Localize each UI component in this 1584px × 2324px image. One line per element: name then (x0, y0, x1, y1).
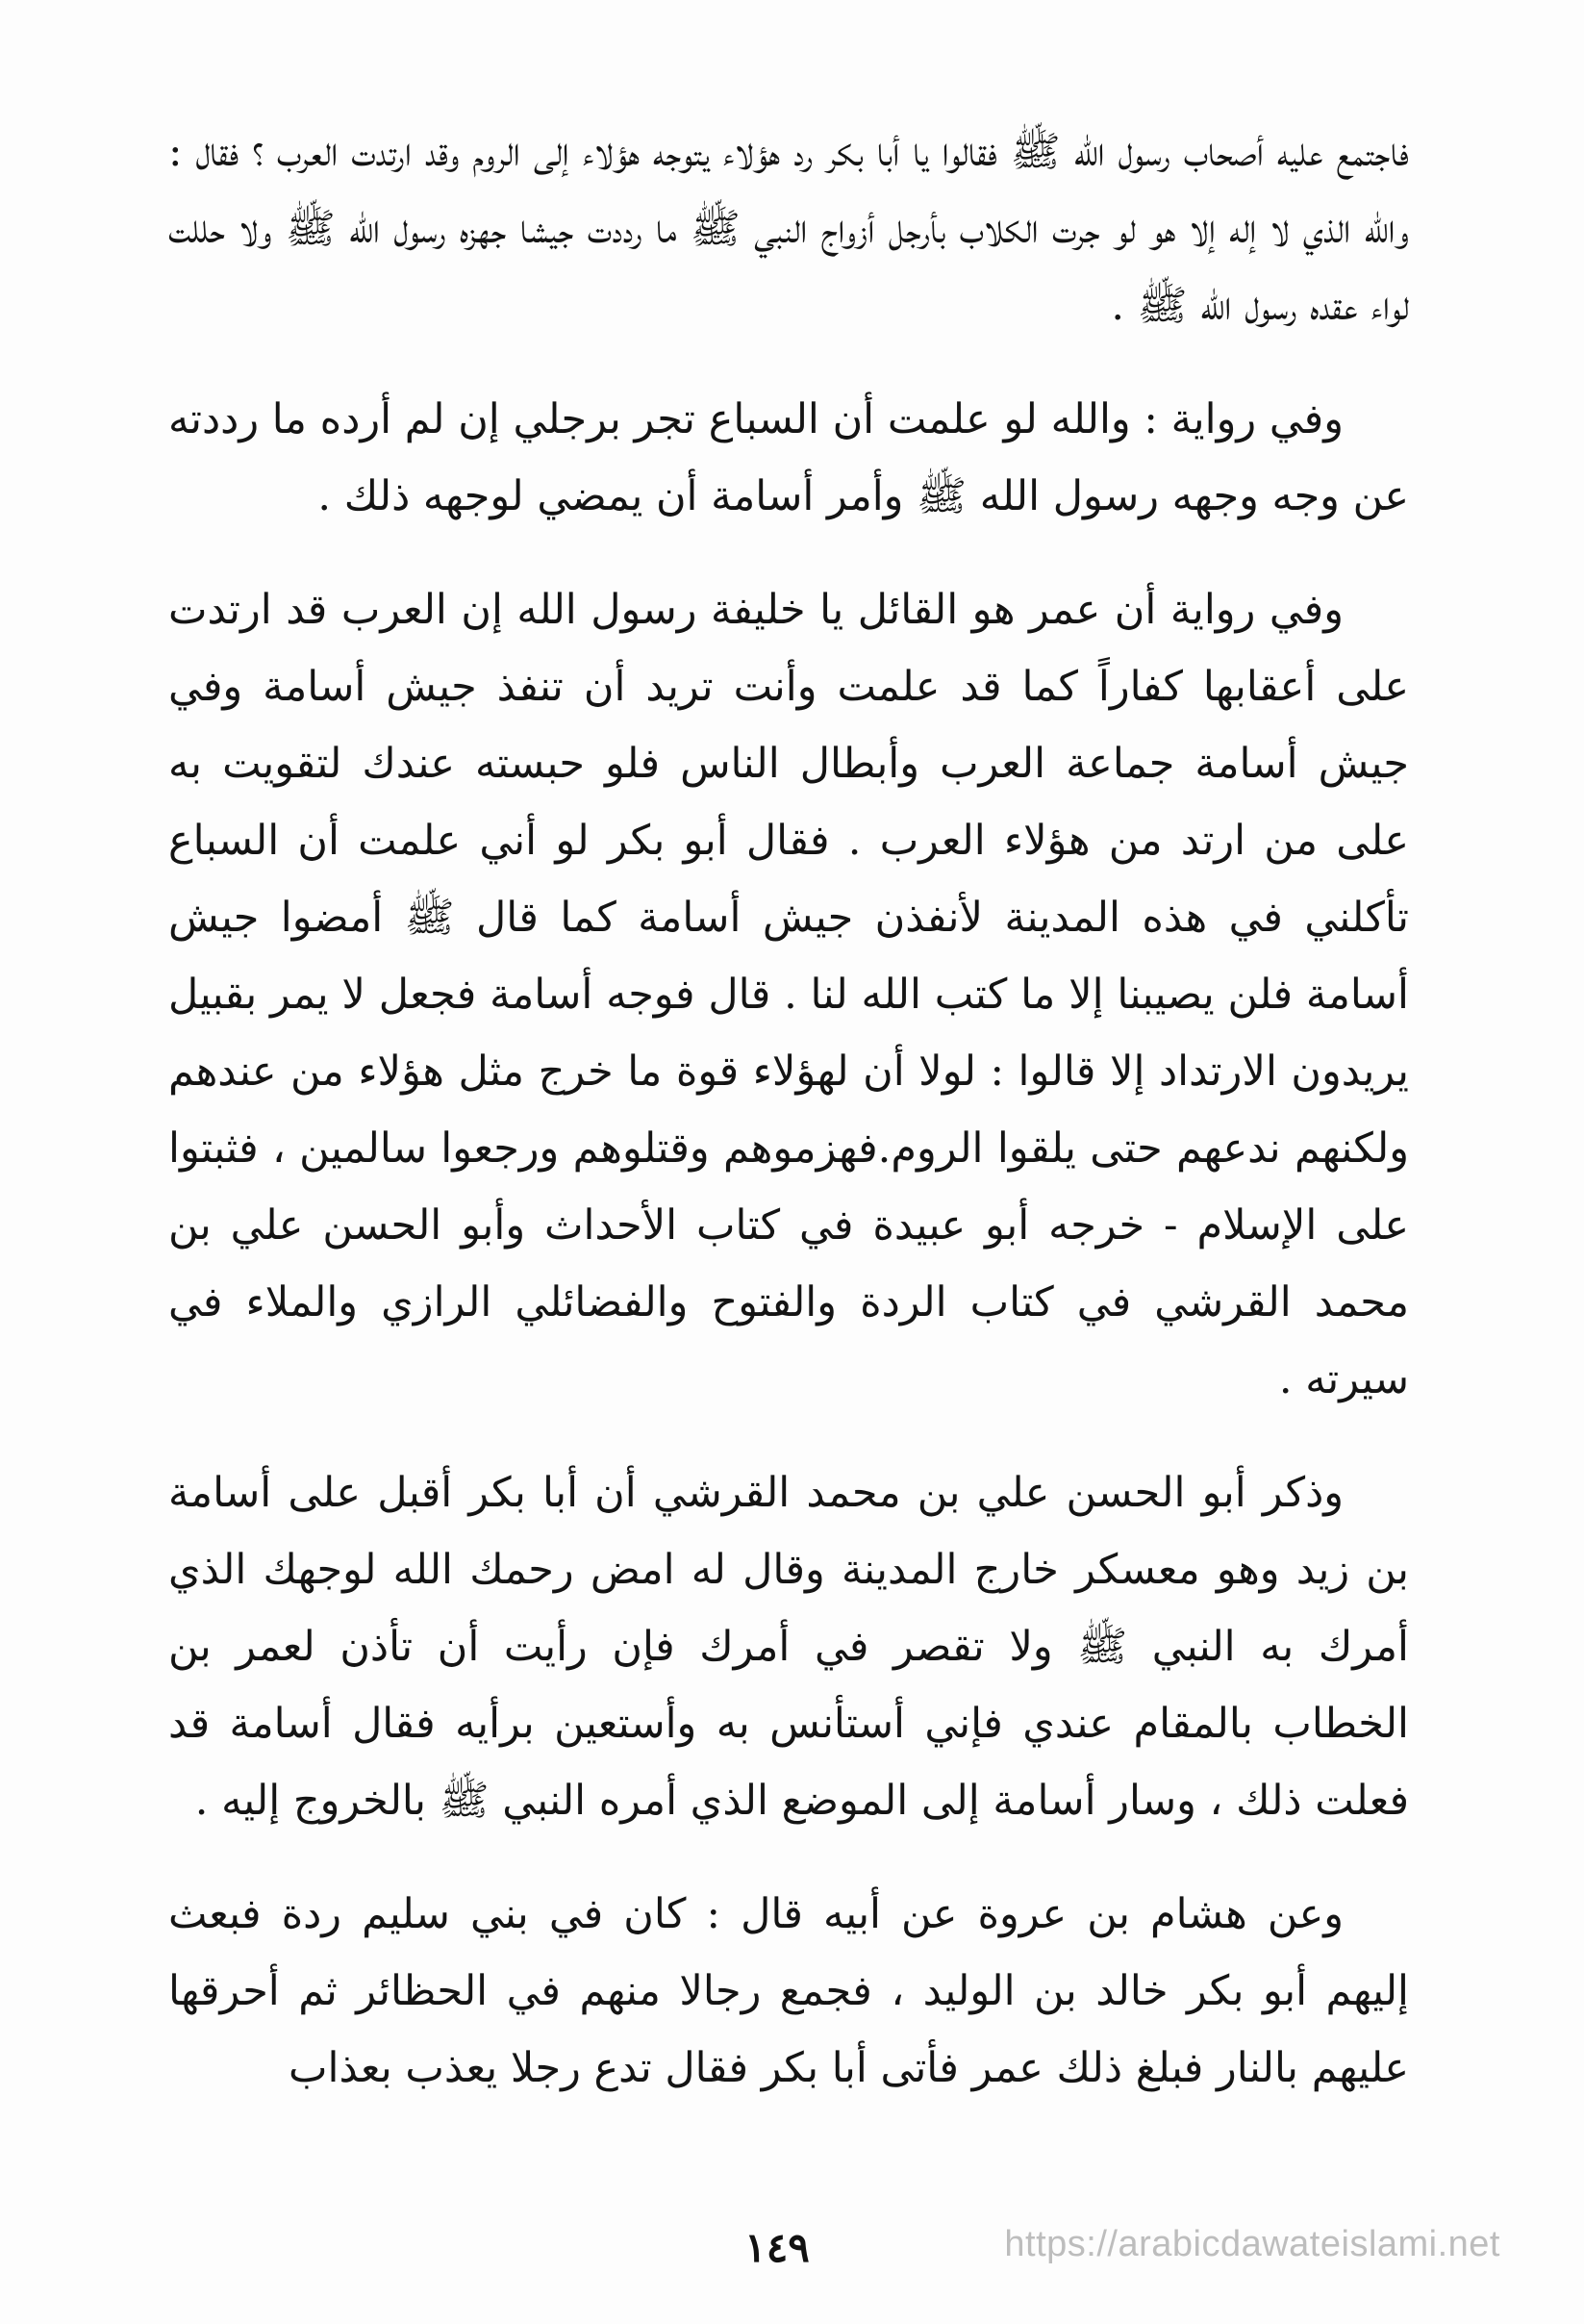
paragraph-4: وذكر أبو الحسن علي بن محمد القرشي أن أبا بكر أقبل على أسامة بن زيد وهو معسكر خارج المدينة وقال له امض رحمك الله لوجهك الذي أمرك به النبي ﷺ ولا تقصر في أمرك فإن رأيت أن تأذن لعمر بن الخطاب بالمقام عندي فإني أستأنس به وأستعين برأيه فقال أسامة قد فعلت ذلك ، وسار أسامة إلى الموضع الذي أمره النبي ﷺ بالخروج إليه . (168, 1469, 1410, 1825)
page-body-text (168, 114, 1409, 2143)
paragraph-5: وعن هشام بن عروة عن أبيه قال : كان في بني سليم ردة فبعث إليهم أبو بكر خالد بن الوليد ، فجمع رجالا منهم في الحظائر ثم أحرقها عليهم بالنار فبلغ ذلك عمر فأتى أبا بكر فقال تدع رجلا يعذب بعذاب (168, 1890, 1409, 2092)
paragraph-2: وفي رواية : والله لو علمت أن السباع تجر برجلي إن لم أرده ما رددته عن وجه وجهه رسول الله ﷺ وأمر أسامة أن يمضي لوجهه ذلك . (168, 395, 1409, 520)
paragraph-3: وفي رواية أن عمر هو القائل يا خليفة رسول الله إن العرب قد ارتدت على أعقابها كفاراً كما قد علمت وأنت تريد أن تنفذ جيش أسامة وفي جيش أسامة جماعة العرب وأبطال الناس فلو حبسته عندك لتقويت به على من ارتد من هؤلاء العرب . فقال أبو بكر لو أني علمت أن السباع تأكلني في هذه المدينة لأنفذن جيش أسامة كما قال ﷺ أمضوا جيش أسامة فلن يصيبنا إلا ما كتب الله لنا . قال فوجه أسامة فجعل لا يمر بقبيل يريدون الارتداد إلا قالوا : لولا أن لهؤلاء قوة ما خرج مثل هؤلاء من عندهم ولكنهم ندعهم حتى يلقوا الروم.فهزموهم وقتلوهم ورجعوا سالمين ، فثبتوا على الإسلام - خرجه أبو عبيدة في كتاب الأحداث وأبو الحسن علي بن محمد القرشي في كتاب الردة والفتوح والفضائلي الرازي والملاء في سيرته . (168, 586, 1409, 1403)
paragraph-1: فاجتمع عليه أصحاب رسول الله ﷺ فقالوا يا أبا بكر رد هؤلاء يتوجه هؤلاء إلى الروم وقد ارتدت العرب ؟ فقال : والله الذي لا إله إلا هو لو جرت الكلاب بأرجل أزواج النبي ﷺ ما رددت جيشا جهزه رسول الله ﷺ ولا حللت لواء عقده رسول الله ﷺ . (168, 128, 1409, 330)
source-watermark: https://arabicdawateislami.net (1004, 2224, 1500, 2264)
page-number: ١٤٩ (744, 2224, 810, 2271)
